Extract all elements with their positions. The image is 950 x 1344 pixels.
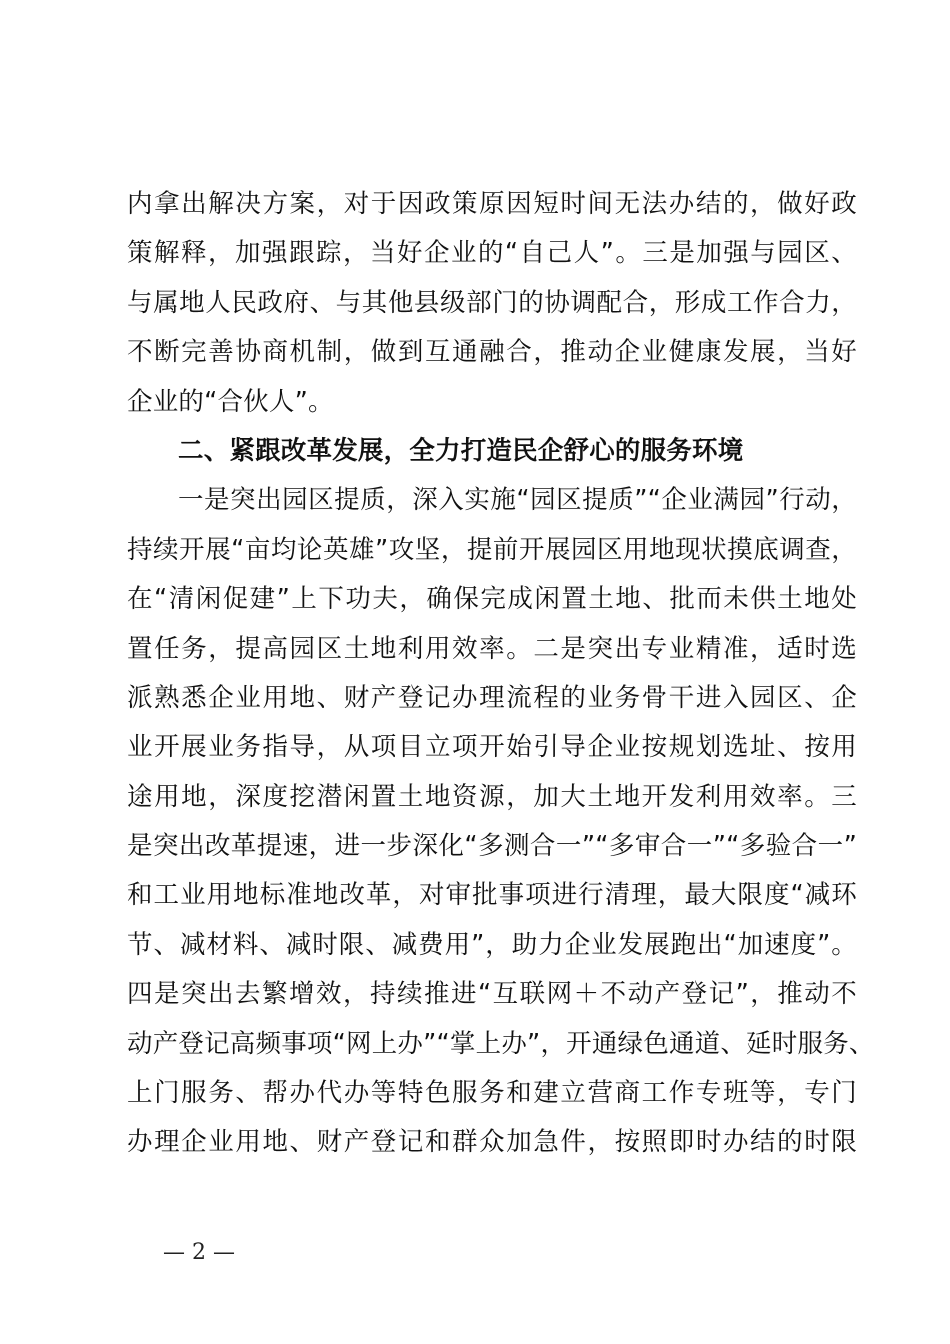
text-line: 内拿出解决方案，对于因政策原因短时间无法办结的，做好政 [127,189,857,219]
text-line: 在“清闲促建”上下功夫，确保完成闲置土地、批而未供土地处 [127,584,857,615]
text-line: 企业的“合伙人”。 [127,386,334,417]
text-line: 业开展业务指导，从项目立项开始引导企业按规划选址、按用 [127,732,857,763]
text-line: 四是突出去繁增效，持续推进“互联网＋不动产登记”，推动不 [127,979,857,1010]
body-text [127,180,875,1168]
text-line: 是突出改革提速，进一步深化“多测合一”“多审合一”“多验合一” [127,831,857,862]
text-line: 策解释，加强跟踪，当好企业的“自己人”。三是加强与园区、 [127,238,857,269]
text-line: 动产登记高频事项“网上办”“掌上办”，开通绿色通道、延时服务、 [127,1028,875,1059]
text-line: 置任务，提高园区土地利用效率。二是突出专业精准，适时选 [127,633,857,664]
text-line: 派熟悉企业用地、财产登记办理流程的业务骨干进入园区、企 [127,682,857,713]
section-heading: 二、紧跟改革发展，全力打造民企舒心的服务环境 [178,435,744,466]
text-line: 一是突出园区提质，深入实施“园区提质”“企业满园”行动， [178,485,857,516]
page-number: — 2 — [163,1240,235,1265]
text-line: 节、减材料、减时限、减费用”，助力企业发展跑出“加速度”。 [127,929,857,960]
text-line: 与属地人民政府、与其他县级部门的协调配合，形成工作合力， [127,287,857,318]
text-line: 和工业用地标准地改革，对审批事项进行清理，最大限度“减环 [127,880,857,911]
text-line: 途用地，深度挖潜闲置土地资源，加大土地开发利用效率。三 [127,781,857,812]
text-line: 持续开展“亩均论英雄”攻坚，提前开展园区用地现状摸底调查， [127,534,857,565]
text-line: 办理企业用地、财产登记和群众加急件，按照即时办结的时限 [127,1127,857,1158]
text-line: 上门服务、帮办代办等特色服务和建立营商工作专班等，专门 [127,1078,857,1109]
text-line: 不断完善协商机制，做到互通融合，推动企业健康发展，当好 [127,337,857,368]
